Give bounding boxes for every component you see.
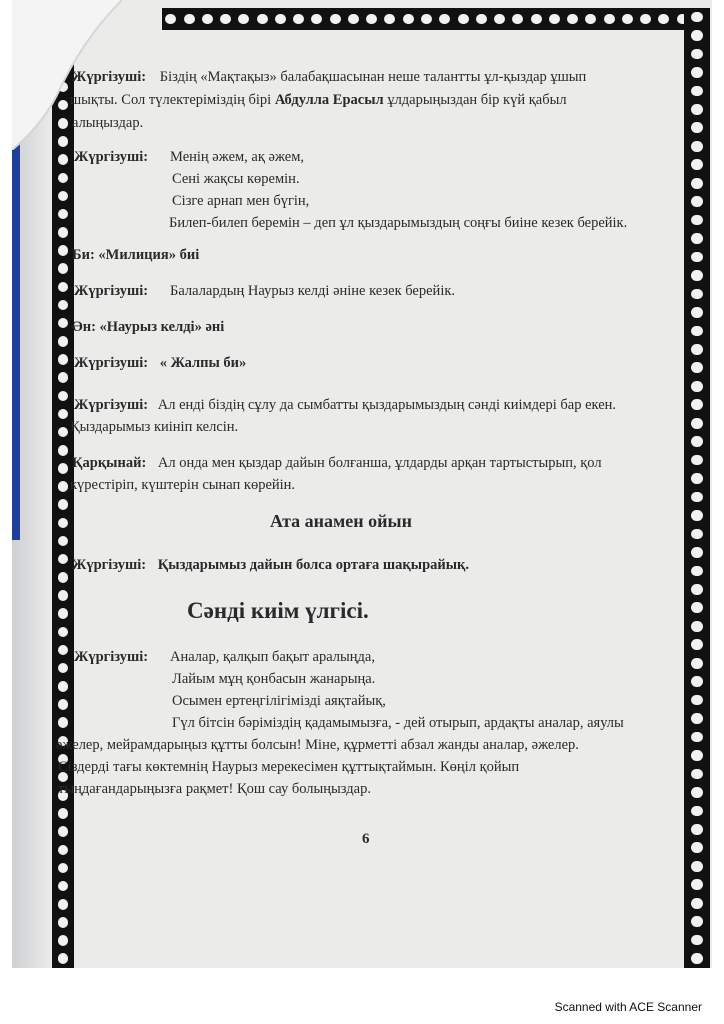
speaker-line-7: Жүргізуші: Қыздарымыз дайын болса ортаға шақырайық.: [72, 557, 470, 573]
page-number: 6: [362, 831, 370, 847]
verse-line-2: Лайым мұң қонбасын жанарыңа.: [172, 671, 376, 687]
poem-line-2: Сені жақсы көремін.: [172, 171, 300, 187]
verse-line-3: Осымен ертеңгілігімізді аяқтайық,: [172, 693, 386, 709]
closing-line-1: әжелер, мейрамдарыңыз құтты болсын! Міне, құрметті абзал жанды аналар, әжелер.: [56, 737, 579, 753]
scanner-watermark: Scanned with ACE Scanner: [554, 1000, 702, 1014]
poem-line-3: Сізге арнап мен бүгін,: [172, 193, 310, 209]
scanned-page: [12, 0, 712, 968]
poem-line-1: Менің әжем, ақ әжем,: [170, 149, 305, 165]
closing-line-2: Сіздерді тағы көктемнің Наурыз мерекесімен құттықтаймын. Көңіл қойып: [58, 759, 520, 775]
poem-line-4: Билеп-билеп беремін – деп ұл қыздарымыздың соңғы биіне кезек берейік.: [169, 215, 628, 231]
game-title: Ата анамен ойын: [270, 511, 412, 531]
line-2: шықты. Сол түлектеріміздің бірі Абдулла Ерасыл ұлдарыңыздан бір күй қабыл: [70, 92, 567, 108]
dance-heading: Би: «Милиция» биі: [72, 247, 200, 263]
document-text: [12, 0, 712, 968]
line-wrestle: күрестіріп, күштерін сынап көрейін.: [70, 477, 296, 493]
speaker-line-6: Қарқынай: Ал онда мен қыздар дайын болғанша, ұлдарды арқан тартыстырып, қол: [72, 455, 602, 471]
speaker-line-4: Жүргізуші: « Жалпы би»: [74, 355, 247, 371]
verse-line-1: Аналар, қалқып бақыт аралыңда,: [170, 649, 375, 665]
line-1: Жүргізуші: Біздің «Мақтақыз» балабақшасынан неше талантты ұл-қыздар ұшып: [72, 69, 587, 85]
verse-line-4: Гүл бітсін бәріміздің қадамымызға, - дей отырып, ардақты аналар, аяулы: [172, 715, 624, 731]
line-3: алыңыздар.: [72, 115, 144, 131]
closing-line-3: тыңдағандарыңызға рақмет! Қош сау болыңыздар.: [58, 781, 371, 797]
speaker-line-5: Жүргізуші: Ал енді біздің сұлу да сымбатты қыздарымыздың сәнді киімдері бар екен.: [74, 397, 617, 413]
speaker-line-3: Жүргізуші:: [74, 283, 149, 299]
fashion-title: Сәнді киім үлгісі.: [187, 598, 369, 623]
speaker-line-8: Жүргізуші:: [74, 649, 149, 665]
song-heading: Ән: «Наурыз келді» әні: [72, 319, 225, 335]
line-dress: Қыздарымыз киініп келсін.: [70, 419, 239, 435]
speaker-line-2: Жүргізуші:: [74, 149, 149, 165]
line-songs: Балалардың Наурыз келді әніне кезек берейік.: [170, 283, 456, 299]
